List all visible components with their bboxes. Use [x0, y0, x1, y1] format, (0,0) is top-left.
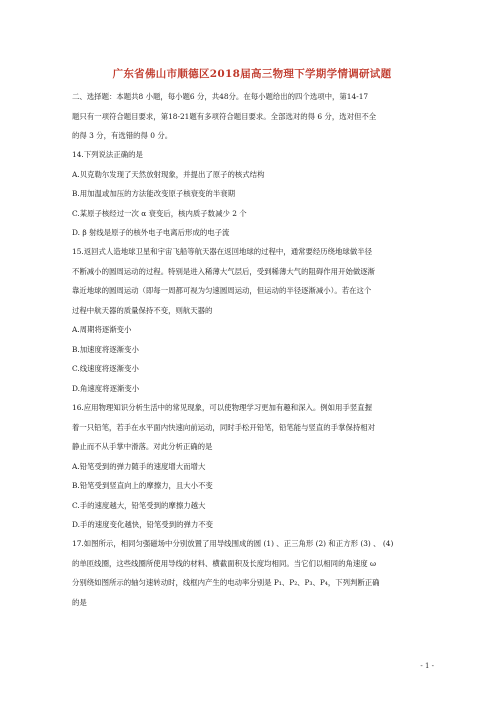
option-c: C.某原子核经过一次 α 衰变后，核内质子数减少 2 个: [72, 208, 247, 218]
question-14: [72, 145, 434, 243]
option-d: D. β 射线是原子的核外电子电离后形成的电子流: [72, 228, 230, 237]
question-stem: 着一只铅笔，若手在水平面内快速向前运动，同时手松开铅笔，铅笔能与竖直的手掌保持相对: [72, 422, 376, 432]
option-b: B.铅笔受到竖直向上的摩擦力，且大小不变: [72, 481, 213, 490]
option-a: A.周期将逐渐变小: [72, 325, 132, 334]
question-stem: 的是: [72, 597, 87, 607]
instruction-line: 二、选择题：本题共8 小题，每小题6 分，共48分。在每小题给出的四个选项中，第14-17: [72, 92, 369, 101]
section-instructions: [72, 87, 434, 146]
question-stem: 15.返回式人造地球卫星和宇宙飞船等航天器在返回地球的过程中，通常要经历绕地球做半径: [72, 247, 372, 256]
question-stem: 过程中航天器的质量保持不变，则航天器的: [72, 305, 213, 315]
question-16: [72, 398, 434, 535]
option-b: B.用加温或加压的方法能改变原子核衰变的半衰期: [72, 189, 235, 198]
question-17: [72, 534, 434, 612]
option-a: A.铅笔受到的弹力随手的速度增大而增大: [72, 461, 206, 471]
question-stem: 14.下列说法正确的是: [72, 150, 143, 159]
option-c: C.手的速度越大，铅笔受到的摩擦力越大: [72, 500, 206, 510]
question-stem: 的单匝线圈，这些线圈所使用导线的材料、横截面积及长度均相同。当它们以相同的角速度 ω: [72, 558, 377, 568]
option-a: A.贝克勒尔发现了天然放射现象，并提出了原子的核式结构: [72, 169, 265, 179]
question-stem: 17.如图所示，相同匀强磁场中分别放置了用导线围成的圆 (1) 、正三角形 (2) 和正方形 (3) 、 (4): [72, 539, 394, 548]
instruction-line: 的得 3 分，有选错的得 0 分。: [72, 131, 173, 140]
question-stem: 靠近地球的圆周运动（即每一周都可视为匀速圆周运动，但运动的半径逐渐减小）。若在这个: [72, 286, 372, 295]
question-stem: 16.应用物理知识分析生活中的常见现象，可以使物理学习更加有趣和深入。例如用手竖直握: [72, 403, 372, 412]
option-b: B.加速度将逐渐变小: [72, 344, 139, 354]
question-15: [72, 242, 434, 398]
option-c: C.线速度将逐渐变小: [72, 364, 139, 373]
option-d: D.手的速度变化越快，铅笔受到的弹力不变: [72, 520, 214, 529]
question-stem: 不断减小的圆周运动的过程。特别是进入稀薄大气层后，受到稀薄大气的阻碍作用开始做逐渐: [72, 266, 376, 276]
question-stem: 静止而不从手掌中滑落。对此分析正确的是: [72, 442, 213, 451]
page-number: - 1 -: [420, 662, 434, 670]
option-d: D.角速度将逐渐变小: [72, 383, 140, 393]
question-stem: 分别绕如图所示的轴匀速转动时，线框内产生的电动率分别是 P₁、P₂、P₃、P₄，下列判断正确: [72, 578, 380, 587]
document-title: 广东省佛山市顺德区2018届高三物理下学期学情调研试题: [112, 68, 392, 80]
instruction-line: 题只有一项符合题目要求，第18-21题有多项符合题目要求。全部选对的得 6 分，选对但不全: [72, 111, 377, 121]
